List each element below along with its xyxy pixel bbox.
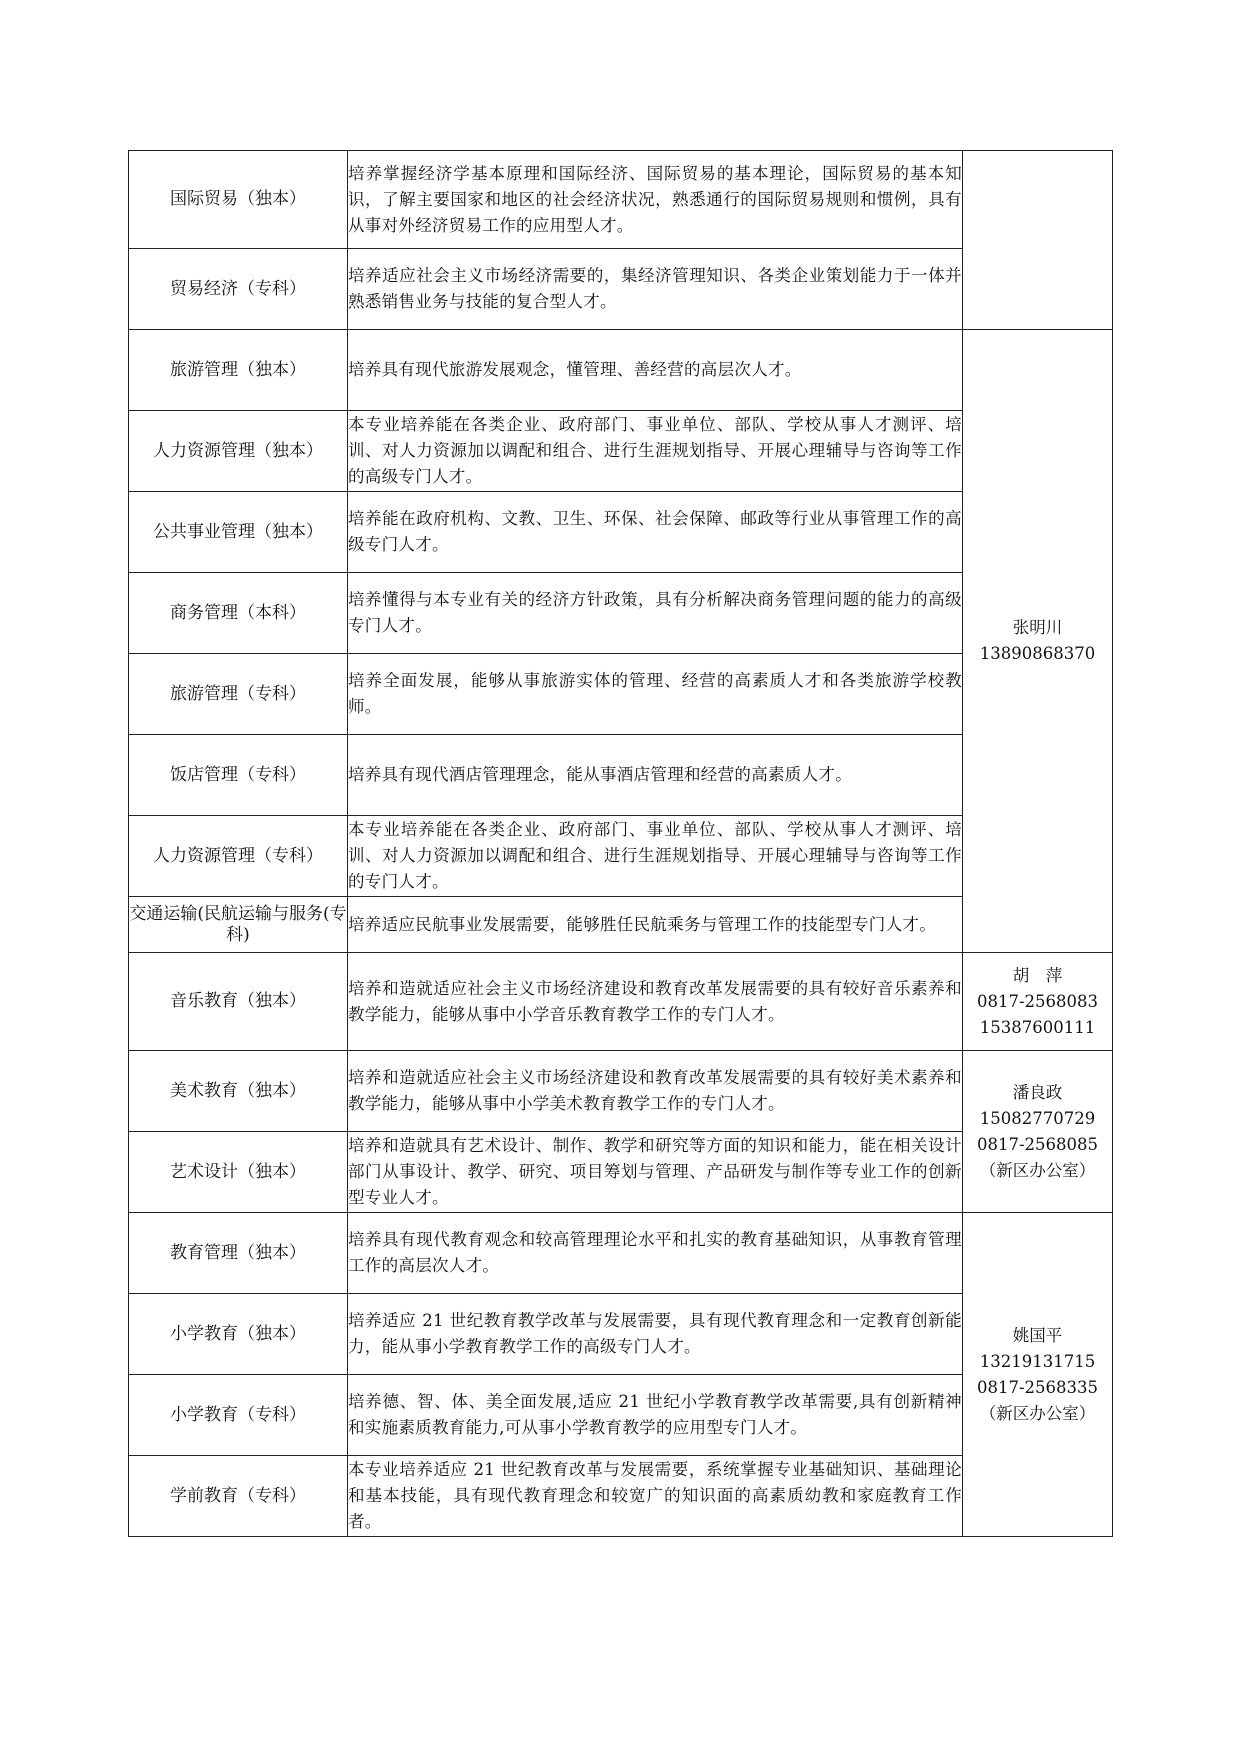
major-description: 培养和造就适应社会主义市场经济建设和教育改革发展需要的具有较好美术素养和教学能力，能够从事中小学美术教育教学工作的专门人才。 [348,1051,963,1132]
contact-phone: 13219131715 [979,1351,1096,1371]
major-description: 培养和造就适应社会主义市场经济建设和教育改革发展需要的具有较好音乐素养和教学能力，能够从事中小学音乐教育教学工作的专门人才。 [348,953,963,1051]
major-name: 美术教育（独本） [129,1051,348,1132]
major-name: 国际贸易（独本） [129,151,348,249]
major-name: 音乐教育（独本） [129,953,348,1051]
major-name: 艺术设计（独本） [129,1132,348,1213]
major-name: 商务管理（本科） [129,573,348,654]
table-row [129,151,1113,249]
major-description: 培养懂得与本专业有关的经济方针政策，具有分析解决商务管理问题的能力的高级专门人才。 [348,573,963,654]
contact-phone: 15082770729 [979,1108,1096,1128]
contact-note: （新区办公室） [979,1403,1096,1423]
contact-name: 胡 萍 [1012,965,1063,985]
major-description: 培养德、智、体、美全面发展,适应 21 世纪小学教育教学改革需要,具有创新精神和实施素质教育能力,可从事小学教育教学的应用型专门人才。 [348,1375,963,1456]
major-description: 培养掌握经济学基本原理和国际经济、国际贸易的基本理论，国际贸易的基本知识，了解主要国家和地区的社会经济状况，熟悉通行的国际贸易规则和惯例，具有从事对外经济贸易工作的应用型人才。 [348,151,963,249]
table-row [129,1213,1113,1294]
major-description: 本专业培养能在各类企业、政府部门、事业单位、部队、学校从事人才测评、培训、对人力资源加以调配和组合、进行生涯规划指导、开展心理辅导与咨询等工作的高级专门人才。 [348,411,963,492]
major-description: 培养适应民航事业发展需要，能够胜任民航乘务与管理工作的技能型专门人才。 [348,897,963,953]
contact-phone: 13890868370 [979,644,1096,663]
major-name: 人力资源管理（独本） [129,411,348,492]
major-name: 旅游管理（专科） [129,654,348,735]
major-description: 本专业培养适应 21 世纪教育改革与发展需要，系统掌握专业基础知识、基础理论和基本技能，具有现代教育理念和较宽广的知识面的高素质幼教和家庭教育工作者。 [348,1456,963,1537]
contact-name: 姚国平 [1012,1325,1063,1345]
contact-name: 张明川 [1012,618,1063,637]
contact-phone: 0817-2568335 [976,1377,1099,1397]
contact-phone: 15387600111 [979,1017,1096,1037]
contact-cell-zhang [963,330,1113,953]
major-description: 培养具有现代旅游发展观念，懂管理、善经营的高层次人才。 [348,330,963,411]
contact-cell-empty [963,151,1113,330]
major-name: 贸易经济（专科） [129,249,348,330]
majors-table [128,150,1113,1537]
major-name: 饭店管理（专科） [129,735,348,816]
major-name: 公共事业管理（独本） [129,492,348,573]
major-name: 小学教育（专科） [129,1375,348,1456]
major-name: 旅游管理（独本） [129,330,348,411]
table-row [129,1051,1113,1132]
contact-phone: 0817-2568083 [976,991,1099,1011]
major-description: 培养全面发展，能够从事旅游实体的管理、经营的高素质人才和各类旅游学校教师。 [348,654,963,735]
major-description: 培养具有现代教育观念和较高管理理论水平和扎实的教育基础知识，从事教育管理工作的高层次人才。 [348,1213,963,1294]
contact-cell-pan [963,1051,1113,1213]
major-name: 学前教育（专科） [129,1456,348,1537]
contact-cell-hu [963,953,1113,1051]
major-description: 培养适应社会主义市场经济需要的，集经济管理知识、各类企业策划能力于一体并熟悉销售业务与技能的复合型人才。 [348,249,963,330]
contact-name: 潘良政 [1012,1082,1063,1102]
contact-note: （新区办公室） [979,1160,1096,1180]
major-name: 人力资源管理（专科） [129,816,348,897]
major-name: 教育管理（独本） [129,1213,348,1294]
table-row [129,330,1113,411]
major-description: 培养和造就具有艺术设计、制作、教学和研究等方面的知识和能力，能在相关设计部门从事设计、教学、研究、项目筹划与管理、产品研发与制作等专业工作的创新型专业人才。 [348,1132,963,1213]
major-description: 培养具有现代酒店管理理念，能从事酒店管理和经营的高素质人才。 [348,735,963,816]
contact-phone: 0817-2568085 [976,1134,1099,1154]
table-row [129,953,1113,1051]
major-name: 交通运输(民航运输与服务(专科) [129,897,348,953]
major-description: 本专业培养能在各类企业、政府部门、事业单位、部队、学校从事人才测评、培训、对人力资源加以调配和组合、进行生涯规划指导、开展心理辅导与咨询等工作的专门人才。 [348,816,963,897]
contact-cell-yao [963,1213,1113,1537]
major-description: 培养能在政府机构、文教、卫生、环保、社会保障、邮政等行业从事管理工作的高级专门人才。 [348,492,963,573]
major-description: 培养适应 21 世纪教育教学改革与发展需要，具有现代教育理念和一定教育创新能力，能从事小学教育教学工作的高级专门人才。 [348,1294,963,1375]
major-name: 小学教育（独本） [129,1294,348,1375]
